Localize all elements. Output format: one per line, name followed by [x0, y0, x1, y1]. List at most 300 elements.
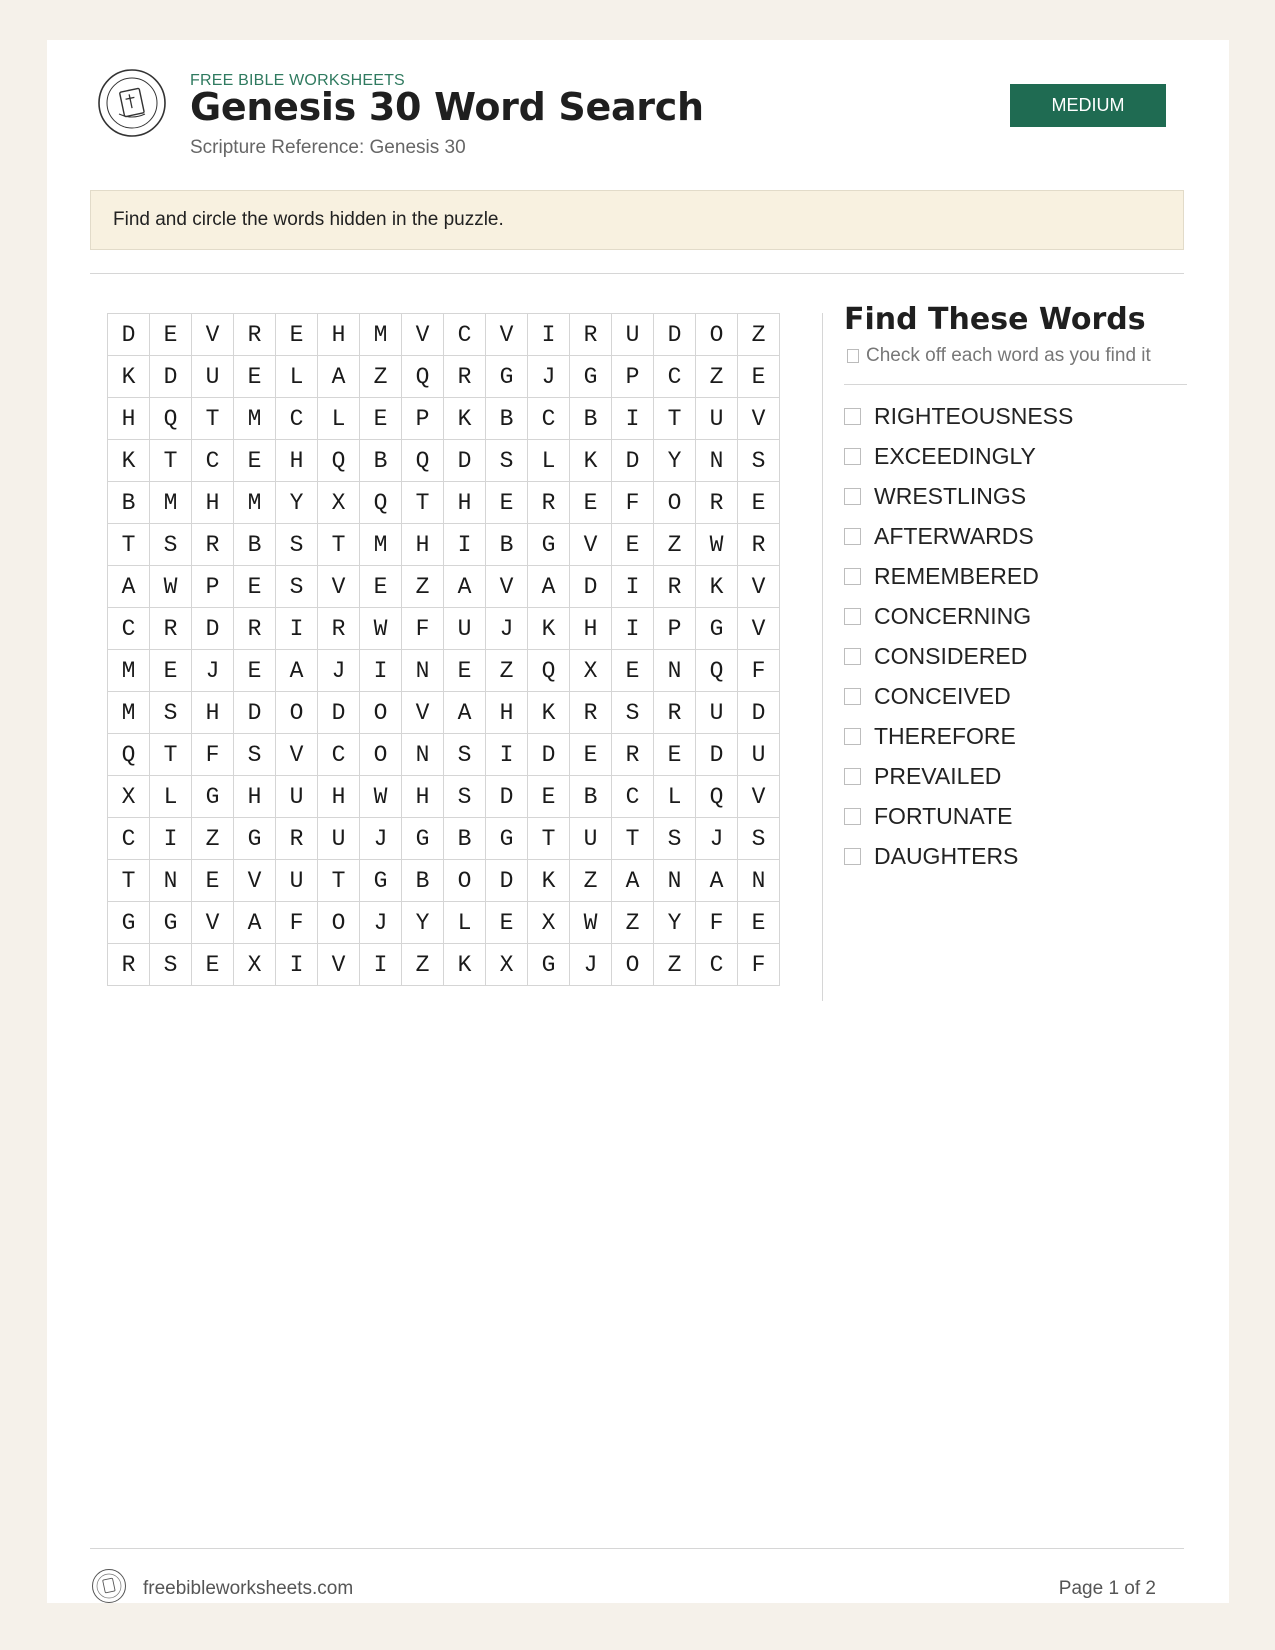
grid-cell[interactable]: Z [696, 356, 738, 398]
grid-cell[interactable]: U [612, 314, 654, 356]
grid-cell[interactable]: J [318, 650, 360, 692]
grid-cell[interactable]: N [696, 440, 738, 482]
grid-cell[interactable]: T [150, 734, 192, 776]
grid-cell[interactable]: R [738, 524, 780, 566]
grid-cell[interactable]: S [444, 734, 486, 776]
grid-cell[interactable]: Y [654, 902, 696, 944]
grid-cell[interactable]: O [444, 860, 486, 902]
grid-cell[interactable]: V [738, 566, 780, 608]
footer-logo-icon [91, 1568, 127, 1604]
worksheet-page [47, 40, 1229, 1603]
grid-cell[interactable]: E [150, 650, 192, 692]
grid-cell[interactable]: Z [738, 314, 780, 356]
grid-cell[interactable]: R [654, 692, 696, 734]
grid-cell[interactable]: C [696, 944, 738, 986]
grid-cell[interactable]: G [234, 818, 276, 860]
grid-cell[interactable]: H [318, 314, 360, 356]
grid-cell[interactable]: H [318, 776, 360, 818]
grid-cell[interactable]: G [108, 902, 150, 944]
grid-cell[interactable]: U [276, 776, 318, 818]
grid-cell[interactable]: S [486, 440, 528, 482]
grid-cell[interactable]: Z [402, 944, 444, 986]
grid-cell[interactable]: J [528, 356, 570, 398]
grid-cell[interactable]: V [738, 776, 780, 818]
word-checkbox[interactable] [844, 808, 861, 825]
difficulty-badge: MEDIUM [1010, 84, 1166, 127]
grid-row [108, 650, 780, 692]
grid-cell[interactable]: I [612, 608, 654, 650]
word-checkbox[interactable] [844, 848, 861, 865]
grid-cell[interactable]: H [486, 692, 528, 734]
grid-cell[interactable]: T [318, 860, 360, 902]
grid-cell[interactable]: V [402, 692, 444, 734]
grid-cell[interactable]: R [318, 608, 360, 650]
grid-cell[interactable]: H [444, 482, 486, 524]
grid-cell[interactable]: K [444, 398, 486, 440]
grid-cell[interactable]: T [612, 818, 654, 860]
grid-cell[interactable]: F [738, 944, 780, 986]
grid-cell[interactable]: B [570, 776, 612, 818]
grid-cell[interactable]: O [696, 314, 738, 356]
grid-cell[interactable]: E [738, 902, 780, 944]
grid-cell[interactable]: D [696, 734, 738, 776]
grid-cell[interactable]: E [234, 440, 276, 482]
grid-cell[interactable]: A [318, 356, 360, 398]
grid-cell[interactable]: Q [402, 356, 444, 398]
grid-cell[interactable]: N [150, 860, 192, 902]
grid-cell[interactable]: V [192, 902, 234, 944]
grid-cell[interactable]: G [528, 524, 570, 566]
page-title: Genesis 30 Word Search [190, 85, 704, 129]
grid-cell[interactable]: Q [150, 398, 192, 440]
word-checkbox[interactable] [844, 608, 861, 625]
grid-cell[interactable]: R [150, 608, 192, 650]
grid-cell[interactable]: C [318, 734, 360, 776]
grid-cell[interactable]: N [654, 650, 696, 692]
grid-cell[interactable]: R [570, 314, 612, 356]
grid-cell[interactable]: Z [612, 902, 654, 944]
grid-cell[interactable]: E [150, 314, 192, 356]
grid-cell[interactable]: F [738, 650, 780, 692]
grid-cell[interactable]: V [318, 944, 360, 986]
grid-cell[interactable]: D [192, 608, 234, 650]
grid-cell[interactable]: E [360, 398, 402, 440]
grid-cell[interactable]: Q [528, 650, 570, 692]
grid-cell[interactable]: G [528, 944, 570, 986]
grid-cell[interactable]: C [108, 818, 150, 860]
grid-cell[interactable]: O [612, 944, 654, 986]
grid-cell[interactable]: H [570, 608, 612, 650]
word-checkbox[interactable] [844, 688, 861, 705]
grid-cell[interactable]: M [360, 524, 402, 566]
grid-cell[interactable]: K [108, 440, 150, 482]
grid-cell[interactable]: E [444, 650, 486, 692]
grid-cell[interactable]: K [444, 944, 486, 986]
word-list-title: Find These Words [844, 302, 1146, 337]
grid-cell[interactable]: Z [360, 356, 402, 398]
grid-cell[interactable]: J [360, 818, 402, 860]
grid-cell[interactable]: J [486, 608, 528, 650]
grid-cell[interactable]: V [234, 860, 276, 902]
grid-cell[interactable]: X [528, 902, 570, 944]
grid-cell[interactable]: G [360, 860, 402, 902]
grid-cell[interactable]: F [192, 734, 234, 776]
grid-cell[interactable]: D [444, 440, 486, 482]
grid-cell[interactable]: W [150, 566, 192, 608]
grid-cell[interactable]: O [360, 692, 402, 734]
grid-cell[interactable]: E [654, 734, 696, 776]
grid-cell[interactable]: G [192, 776, 234, 818]
grid-cell[interactable]: A [696, 860, 738, 902]
grid-cell[interactable]: K [528, 692, 570, 734]
grid-cell[interactable]: E [360, 566, 402, 608]
word-checkbox[interactable] [844, 728, 861, 745]
grid-cell[interactable]: A [234, 902, 276, 944]
word-label: DAUGHTERS [874, 842, 1019, 869]
word-checkbox[interactable] [844, 488, 861, 505]
word-list-item [844, 396, 1187, 436]
grid-cell[interactable]: R [696, 482, 738, 524]
word-list-panel [844, 300, 1187, 876]
word-label: EXCEEDINGLY [874, 442, 1036, 469]
grid-cell[interactable]: S [276, 566, 318, 608]
grid-cell[interactable]: E [234, 566, 276, 608]
grid-cell[interactable]: L [444, 902, 486, 944]
grid-cell[interactable]: M [108, 650, 150, 692]
grid-cell[interactable]: W [570, 902, 612, 944]
grid-cell[interactable]: W [360, 608, 402, 650]
grid-cell[interactable]: M [234, 482, 276, 524]
grid-cell[interactable]: E [738, 482, 780, 524]
word-checkbox[interactable] [844, 648, 861, 665]
grid-cell[interactable]: T [528, 818, 570, 860]
word-list [844, 396, 1187, 876]
grid-cell[interactable]: R [654, 566, 696, 608]
grid-cell[interactable]: L [654, 776, 696, 818]
column-divider [822, 313, 823, 1001]
grid-cell[interactable]: V [318, 566, 360, 608]
grid-cell[interactable]: U [318, 818, 360, 860]
grid-cell[interactable]: D [486, 860, 528, 902]
grid-cell[interactable]: O [654, 482, 696, 524]
word-label: CONCERNING [874, 602, 1032, 629]
footer-divider [90, 1548, 1184, 1549]
word-label: CONCEIVED [874, 682, 1011, 709]
grid-cell[interactable]: B [360, 440, 402, 482]
grid-row [108, 692, 780, 734]
grid-cell[interactable]: C [192, 440, 234, 482]
grid-cell[interactable]: R [234, 608, 276, 650]
grid-cell[interactable]: T [192, 398, 234, 440]
grid-cell[interactable]: S [444, 776, 486, 818]
grid-cell[interactable]: U [696, 692, 738, 734]
grid-cell[interactable]: Q [360, 482, 402, 524]
grid-cell[interactable]: A [444, 566, 486, 608]
grid-cell[interactable]: F [402, 608, 444, 650]
grid-cell[interactable]: X [486, 944, 528, 986]
grid-cell[interactable]: S [738, 818, 780, 860]
grid-cell[interactable]: I [276, 608, 318, 650]
word-checkbox[interactable] [844, 408, 861, 425]
grid-cell[interactable]: V [402, 314, 444, 356]
grid-cell[interactable]: Q [108, 734, 150, 776]
grid-cell[interactable]: T [108, 524, 150, 566]
grid-cell[interactable]: L [150, 776, 192, 818]
grid-cell[interactable]: E [486, 902, 528, 944]
grid-cell[interactable]: S [654, 818, 696, 860]
grid-cell[interactable]: X [570, 650, 612, 692]
grid-cell[interactable]: V [570, 524, 612, 566]
word-label: PREVAILED [874, 762, 1002, 789]
grid-cell[interactable]: A [612, 860, 654, 902]
grid-cell[interactable]: L [276, 356, 318, 398]
footer-site-link[interactable]: freebibleworksheets.com [143, 1578, 354, 1599]
grid-cell[interactable]: A [528, 566, 570, 608]
grid-cell[interactable]: G [570, 356, 612, 398]
grid-cell[interactable]: S [150, 524, 192, 566]
grid-cell[interactable]: F [696, 902, 738, 944]
grid-cell[interactable]: J [192, 650, 234, 692]
grid-cell[interactable]: P [192, 566, 234, 608]
grid-cell[interactable]: Z [654, 524, 696, 566]
grid-cell[interactable]: D [654, 314, 696, 356]
grid-cell[interactable]: L [318, 398, 360, 440]
grid-cell[interactable]: S [612, 692, 654, 734]
grid-cell[interactable]: G [150, 902, 192, 944]
grid-cell[interactable]: R [192, 524, 234, 566]
grid-cell[interactable]: S [276, 524, 318, 566]
grid-cell[interactable]: K [108, 356, 150, 398]
grid-cell[interactable]: C [444, 314, 486, 356]
grid-cell[interactable]: T [654, 398, 696, 440]
grid-cell[interactable]: O [276, 692, 318, 734]
header [47, 40, 1229, 190]
grid-cell[interactable]: V [486, 566, 528, 608]
grid-cell[interactable]: F [276, 902, 318, 944]
grid-cell[interactable]: N [402, 650, 444, 692]
grid-cell[interactable]: I [612, 398, 654, 440]
grid-cell[interactable]: D [318, 692, 360, 734]
grid-cell[interactable]: O [360, 734, 402, 776]
grid-cell[interactable]: H [192, 692, 234, 734]
grid-cell[interactable]: I [444, 524, 486, 566]
grid-cell[interactable]: U [444, 608, 486, 650]
grid-cell[interactable]: P [654, 608, 696, 650]
grid-cell[interactable]: T [150, 440, 192, 482]
grid-cell[interactable]: R [444, 356, 486, 398]
grid-cell[interactable]: V [192, 314, 234, 356]
grid-cell[interactable]: W [360, 776, 402, 818]
grid-cell[interactable]: H [192, 482, 234, 524]
grid-cell[interactable]: P [402, 398, 444, 440]
grid-cell[interactable]: E [234, 650, 276, 692]
grid-cell[interactable]: C [612, 776, 654, 818]
grid-cell[interactable]: B [234, 524, 276, 566]
grid-cell[interactable]: W [696, 524, 738, 566]
grid-cell[interactable]: E [276, 314, 318, 356]
grid-cell[interactable]: I [612, 566, 654, 608]
grid-cell[interactable]: M [108, 692, 150, 734]
grid-cell[interactable]: E [570, 734, 612, 776]
grid-cell[interactable]: R [108, 944, 150, 986]
grid-cell[interactable]: J [360, 902, 402, 944]
grid-cell[interactable]: B [486, 398, 528, 440]
grid-cell[interactable]: A [108, 566, 150, 608]
word-label: FORTUNATE [874, 802, 1013, 829]
word-checkbox[interactable] [844, 568, 861, 585]
grid-cell[interactable]: K [528, 608, 570, 650]
grid-cell[interactable]: U [696, 398, 738, 440]
grid-cell[interactable]: L [528, 440, 570, 482]
grid-cell[interactable]: J [570, 944, 612, 986]
grid-cell[interactable]: I [276, 944, 318, 986]
grid-cell[interactable]: X [108, 776, 150, 818]
grid-cell[interactable]: Y [276, 482, 318, 524]
grid-cell[interactable]: S [150, 944, 192, 986]
grid-cell[interactable]: V [276, 734, 318, 776]
grid-cell[interactable]: M [234, 398, 276, 440]
grid-cell[interactable]: Q [318, 440, 360, 482]
grid-row [108, 734, 780, 776]
grid-cell[interactable]: Z [570, 860, 612, 902]
grid-cell[interactable]: G [486, 818, 528, 860]
grid-cell[interactable]: K [570, 440, 612, 482]
grid-cell[interactable]: I [486, 734, 528, 776]
grid-cell[interactable]: C [276, 398, 318, 440]
grid-cell[interactable]: T [402, 482, 444, 524]
grid-cell[interactable]: A [444, 692, 486, 734]
grid-cell[interactable]: D [150, 356, 192, 398]
grid-cell[interactable]: U [192, 356, 234, 398]
brand-name: FREE BIBLE WORKSHEETS [190, 72, 405, 89]
grid-cell[interactable]: U [276, 860, 318, 902]
grid-cell[interactable]: V [486, 314, 528, 356]
grid-cell[interactable]: Y [654, 440, 696, 482]
grid-cell[interactable]: J [696, 818, 738, 860]
grid-cell[interactable]: N [738, 860, 780, 902]
grid-cell[interactable]: P [612, 356, 654, 398]
grid-cell[interactable]: H [108, 398, 150, 440]
grid-cell[interactable]: G [486, 356, 528, 398]
grid-cell[interactable]: T [108, 860, 150, 902]
grid-cell[interactable]: D [486, 776, 528, 818]
grid-cell[interactable]: B [444, 818, 486, 860]
grid-cell[interactable]: E [234, 356, 276, 398]
word-checkbox[interactable] [844, 448, 861, 465]
word-list-item [844, 716, 1187, 756]
grid-cell[interactable]: I [528, 314, 570, 356]
divider [90, 273, 1184, 274]
grid-cell[interactable]: B [108, 482, 150, 524]
grid-cell[interactable]: H [402, 524, 444, 566]
grid-cell[interactable]: Q [696, 776, 738, 818]
grid-cell[interactable]: S [150, 692, 192, 734]
page-number: Page 1 of 2 [1058, 1578, 1156, 1599]
grid-cell[interactable]: V [738, 398, 780, 440]
grid-cell[interactable]: H [234, 776, 276, 818]
grid-cell[interactable]: C [654, 356, 696, 398]
grid-cell[interactable]: U [570, 818, 612, 860]
grid-cell[interactable]: X [234, 944, 276, 986]
grid-cell[interactable]: C [108, 608, 150, 650]
grid-cell[interactable]: I [360, 944, 402, 986]
grid-cell[interactable]: I [150, 818, 192, 860]
grid-cell[interactable]: Z [486, 650, 528, 692]
word-checkbox[interactable] [844, 768, 861, 785]
word-checkbox[interactable] [844, 528, 861, 545]
grid-cell[interactable]: D [612, 440, 654, 482]
grid-cell[interactable]: E [486, 482, 528, 524]
grid-cell[interactable]: Q [402, 440, 444, 482]
grid-cell[interactable]: D [528, 734, 570, 776]
grid-cell[interactable]: R [276, 818, 318, 860]
grid-row [108, 860, 780, 902]
grid-cell[interactable]: K [528, 860, 570, 902]
grid-cell[interactable]: B [570, 398, 612, 440]
grid-cell[interactable]: H [276, 440, 318, 482]
grid-cell[interactable]: M [360, 314, 402, 356]
grid-cell[interactable]: V [738, 608, 780, 650]
grid-cell[interactable]: G [402, 818, 444, 860]
grid-cell[interactable]: A [276, 650, 318, 692]
grid-cell[interactable]: O [318, 902, 360, 944]
grid-cell[interactable]: R [528, 482, 570, 524]
grid-cell[interactable]: D [108, 314, 150, 356]
grid-cell[interactable]: B [486, 524, 528, 566]
grid-cell[interactable]: D [570, 566, 612, 608]
grid-cell[interactable]: E [192, 860, 234, 902]
grid-cell[interactable]: I [360, 650, 402, 692]
word-label: CONSIDERED [874, 642, 1028, 669]
grid-cell[interactable]: S [234, 734, 276, 776]
grid-cell[interactable]: H [402, 776, 444, 818]
grid-cell[interactable]: D [738, 692, 780, 734]
grid-cell[interactable]: D [234, 692, 276, 734]
grid-cell[interactable]: T [318, 524, 360, 566]
word-list-item [844, 796, 1187, 836]
grid-cell[interactable]: X [318, 482, 360, 524]
word-label: REMEMBERED [874, 562, 1039, 589]
grid-cell[interactable]: B [402, 860, 444, 902]
grid-cell[interactable]: M [150, 482, 192, 524]
grid-cell[interactable]: Y [402, 902, 444, 944]
word-list-item [844, 636, 1187, 676]
grid-cell[interactable]: E [570, 482, 612, 524]
grid-cell[interactable]: Z [654, 944, 696, 986]
grid-cell[interactable]: G [696, 608, 738, 650]
grid-cell[interactable]: E [612, 524, 654, 566]
grid-cell[interactable]: F [612, 482, 654, 524]
grid-cell[interactable]: C [528, 398, 570, 440]
grid-cell[interactable]: E [528, 776, 570, 818]
grid-cell[interactable]: N [402, 734, 444, 776]
grid-cell[interactable]: K [696, 566, 738, 608]
grid-cell[interactable]: R [234, 314, 276, 356]
grid-cell[interactable]: Q [696, 650, 738, 692]
grid-cell[interactable]: R [570, 692, 612, 734]
grid-cell[interactable]: U [738, 734, 780, 776]
word-list-item [844, 836, 1187, 876]
grid-cell[interactable]: R [612, 734, 654, 776]
grid-cell[interactable]: E [192, 944, 234, 986]
grid-cell[interactable]: Z [402, 566, 444, 608]
grid-cell[interactable]: Z [192, 818, 234, 860]
grid-cell[interactable]: E [612, 650, 654, 692]
grid-cell[interactable]: N [654, 860, 696, 902]
grid-row [108, 776, 780, 818]
grid-cell[interactable]: S [738, 440, 780, 482]
grid-cell[interactable]: E [738, 356, 780, 398]
